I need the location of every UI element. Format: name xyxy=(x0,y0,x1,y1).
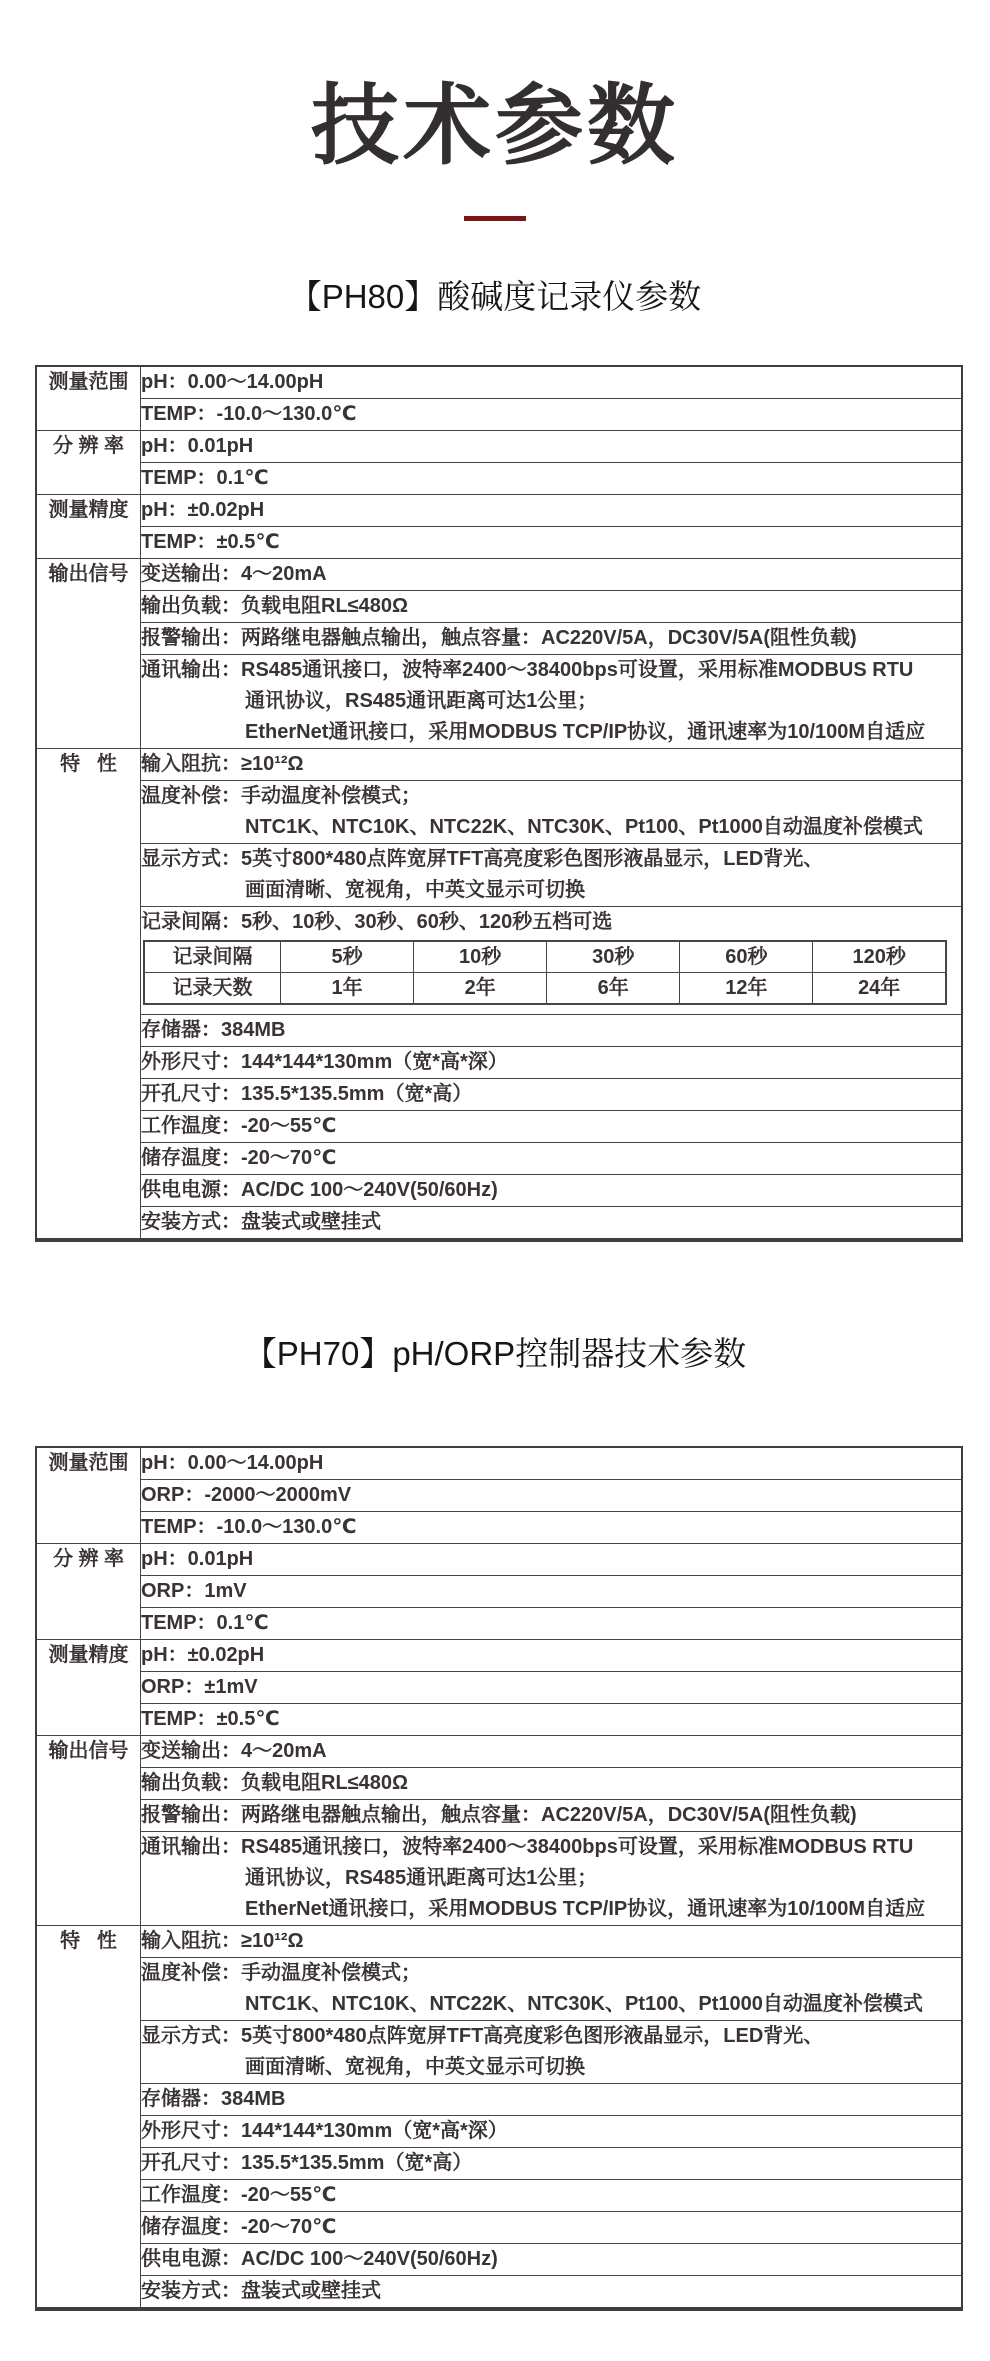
spec-line: 通讯协议，RS485通讯距离可达1公里； xyxy=(245,690,598,712)
spec-value-cell xyxy=(141,1544,963,1576)
spec-row xyxy=(36,844,962,907)
spec-value-cell xyxy=(141,2021,963,2084)
spec-value-cell xyxy=(141,1512,963,1544)
subtable-cell: 24年 xyxy=(813,973,946,1005)
spec-line: TEMP：0.1℃ xyxy=(141,1612,269,1634)
spec-row xyxy=(36,2212,962,2244)
spec-table-ph80 xyxy=(35,365,963,1242)
spec-line: 报警输出：两路继电器触点输出，触点容量：AC220V/5A，DC30V/5A(阻性负载) xyxy=(141,627,857,649)
subtable-cell: 5秒 xyxy=(281,941,414,973)
spec-row xyxy=(36,655,962,749)
spec-value-cell xyxy=(141,1640,963,1672)
subtable-cell: 10秒 xyxy=(414,941,547,973)
spec-value-cell xyxy=(141,1079,963,1111)
spec-value-cell xyxy=(141,527,963,559)
spec-value-cell xyxy=(141,2180,963,2212)
subtable-cell: 30秒 xyxy=(547,941,680,973)
page-title: 技术参数 xyxy=(310,76,679,175)
spec-value-cell xyxy=(141,1608,963,1640)
spec-value-cell xyxy=(141,1958,963,2021)
spec-line: 外形尺寸：144*144*130mm（宽*高*深） xyxy=(141,1051,508,1073)
spec-value-cell xyxy=(141,591,963,623)
spec-value-cell xyxy=(141,2084,963,2116)
spec-value-cell xyxy=(141,1800,963,1832)
spec-line: 温度补偿：手动温度补偿模式； xyxy=(141,785,421,807)
spec-line: 通讯输出：RS485通讯接口，波特率2400～38400bps可设置，采用标准MODBUS RTU xyxy=(141,1836,914,1858)
spec-row xyxy=(36,431,962,463)
spec-row xyxy=(36,1926,962,1958)
spec-row xyxy=(36,366,962,399)
spec-line: TEMP：0.1℃ xyxy=(141,467,269,489)
spec-line: ORP：-2000～2000mV xyxy=(141,1484,352,1506)
spec-line: 记录间隔：5秒、10秒、30秒、60秒、120秒五档可选 xyxy=(141,911,613,933)
spec-row xyxy=(36,399,962,431)
spec-table-ph70 xyxy=(35,1446,963,2311)
spec-line: 输出负载：负载电阻RL≤480Ω xyxy=(141,595,409,617)
spec-row xyxy=(36,1047,962,1079)
spec-line: TEMP：±0.5℃ xyxy=(141,1708,280,1730)
spec-line: 输入阻抗：≥10¹²Ω xyxy=(141,753,304,775)
spec-row xyxy=(36,527,962,559)
spec-line: EtherNet通讯接口，采用MODBUS TCP/IP协议，通讯速率为10/100M自适应 xyxy=(245,1898,926,1920)
spec-value-cell xyxy=(141,1207,963,1241)
subtable-row xyxy=(144,941,946,973)
spec-value-cell xyxy=(141,1576,963,1608)
spec-row xyxy=(36,1175,962,1207)
spec-value-cell xyxy=(141,559,963,591)
subtable-cell: 60秒 xyxy=(680,941,813,973)
record-interval-subtable xyxy=(143,940,947,1005)
spec-value-cell xyxy=(141,655,963,749)
spec-row xyxy=(36,623,962,655)
spec-line: 输入阻抗：≥10¹²Ω xyxy=(141,1930,304,1952)
spec-value-cell xyxy=(141,1480,963,1512)
spec-value-cell xyxy=(141,1672,963,1704)
spec-row xyxy=(36,1143,962,1175)
spec-line: NTC1K、NTC10K、NTC22K、NTC30K、Pt100、Pt1000自动温度补偿模式 xyxy=(245,816,923,838)
spec-row xyxy=(36,2244,962,2276)
spec-value-cell xyxy=(141,1111,963,1143)
spec-row xyxy=(36,1207,962,1241)
spec-row xyxy=(36,1079,962,1111)
spec-line: pH：0.01pH xyxy=(141,435,254,457)
spec-line: 存储器：384MB xyxy=(141,2088,286,2110)
spec-value-cell xyxy=(141,1832,963,1926)
section-heading-ph80: 【PH80】酸碱度记录仪参数 xyxy=(288,278,702,315)
spec-line: 外形尺寸：144*144*130mm（宽*高*深） xyxy=(141,2120,508,2142)
spec-label-cell: 输出信号 xyxy=(36,1736,141,1926)
spec-value-cell xyxy=(141,1175,963,1207)
spec-row xyxy=(36,1736,962,1768)
spec-line: TEMP：-10.0～130.0℃ xyxy=(141,1516,357,1538)
spec-line: 储存温度：-20～70℃ xyxy=(141,1147,337,1169)
spec-row xyxy=(36,591,962,623)
spec-label-cell: 分 辨 率 xyxy=(36,431,141,495)
spec-line: 开孔尺寸：135.5*135.5mm（宽*高） xyxy=(141,2152,473,2174)
spec-line: 存储器：384MB xyxy=(141,1019,286,1041)
subtable-label: 记录间隔 xyxy=(144,941,281,973)
spec-line: 报警输出：两路继电器触点输出，触点容量：AC220V/5A，DC30V/5A(阻性负载) xyxy=(141,1804,857,1826)
section-heading-ph70: 【PH70】pH/ORP控制器技术参数 xyxy=(243,1335,747,1372)
spec-label-cell: 特 性 xyxy=(36,1926,141,2310)
spec-value-cell xyxy=(141,495,963,527)
subtable-cell: 2年 xyxy=(414,973,547,1005)
spec-line: 输出负载：负载电阻RL≤480Ω xyxy=(141,1772,409,1794)
spec-value-cell xyxy=(141,781,963,844)
spec-line: 工作温度：-20～55℃ xyxy=(141,2184,337,2206)
spec-label-cell: 测量范围 xyxy=(36,366,141,431)
spec-line: pH：0.00～14.00pH xyxy=(141,371,324,393)
spec-row xyxy=(36,1015,962,1047)
spec-row xyxy=(36,1800,962,1832)
spec-line: 安装方式：盘装式或壁挂式 xyxy=(141,2280,381,2302)
spec-value-cell xyxy=(141,1143,963,1175)
spec-line: NTC1K、NTC10K、NTC22K、NTC30K、Pt100、Pt1000自动温度补偿模式 xyxy=(245,1993,923,2015)
spec-row xyxy=(36,1958,962,2021)
subtable-cell: 120秒 xyxy=(813,941,946,973)
spec-label-cell: 测量范围 xyxy=(36,1447,141,1544)
spec-value-cell xyxy=(141,2212,963,2244)
spec-line: TEMP：-10.0～130.0℃ xyxy=(141,403,357,425)
subtable-label: 记录天数 xyxy=(144,973,281,1005)
spec-value-cell xyxy=(141,399,963,431)
spec-line: ORP：1mV xyxy=(141,1580,247,1602)
spec-label-cell: 分 辨 率 xyxy=(36,1544,141,1640)
spec-line: 安装方式：盘装式或壁挂式 xyxy=(141,1211,381,1233)
spec-value-cell xyxy=(141,907,963,1015)
spec-row xyxy=(36,1447,962,1480)
spec-row xyxy=(36,1512,962,1544)
spec-value-cell xyxy=(141,1736,963,1768)
spec-label-cell: 特 性 xyxy=(36,749,141,1241)
spec-value-cell xyxy=(141,1926,963,1958)
spec-value-cell xyxy=(141,844,963,907)
spec-line: 储存温度：-20～70℃ xyxy=(141,2216,337,2238)
spec-line: 画面清晰、宽视角，中英文显示可切换 xyxy=(245,2056,585,2078)
spec-line: 画面清晰、宽视角，中英文显示可切换 xyxy=(245,879,585,901)
spec-value-cell xyxy=(141,1047,963,1079)
spec-row xyxy=(36,559,962,591)
spec-line: TEMP：±0.5℃ xyxy=(141,531,280,553)
spec-row xyxy=(36,495,962,527)
spec-row xyxy=(36,1608,962,1640)
section-ph70 xyxy=(0,1330,990,2311)
spec-row xyxy=(36,907,962,1015)
spec-line: 供电电源：AC/DC 100～240V(50/60Hz) xyxy=(141,2248,498,2270)
title-underline xyxy=(464,216,526,221)
spec-row xyxy=(36,1672,962,1704)
spec-line: pH：0.00～14.00pH xyxy=(141,1452,324,1474)
spec-row xyxy=(36,1768,962,1800)
subtable-cell: 12年 xyxy=(680,973,813,1005)
spec-row xyxy=(36,1640,962,1672)
spec-row xyxy=(36,2084,962,2116)
spec-row xyxy=(36,1576,962,1608)
spec-row xyxy=(36,1704,962,1736)
spec-line: pH：0.01pH xyxy=(141,1548,254,1570)
spec-row xyxy=(36,463,962,495)
spec-line: pH：±0.02pH xyxy=(141,1644,265,1666)
spec-row xyxy=(36,1544,962,1576)
spec-line: 供电电源：AC/DC 100～240V(50/60Hz) xyxy=(141,1179,498,1201)
spec-row xyxy=(36,2276,962,2310)
spec-value-cell xyxy=(141,1768,963,1800)
spec-value-cell xyxy=(141,1704,963,1736)
spec-row xyxy=(36,2021,962,2084)
spec-line: EtherNet通讯接口，采用MODBUS TCP/IP协议，通讯速率为10/100M自适应 xyxy=(245,721,926,743)
subtable-row xyxy=(144,973,946,1005)
section-ph80 xyxy=(0,273,990,1242)
spec-line: 温度补偿：手动温度补偿模式； xyxy=(141,1962,421,1984)
spec-value-cell xyxy=(141,463,963,495)
spec-label-cell: 输出信号 xyxy=(36,559,141,749)
spec-label-cell: 测量精度 xyxy=(36,495,141,559)
spec-line: 显示方式：5英寸800*480点阵宽屏TFT高亮度彩色图形液晶显示，LED背光、 xyxy=(141,2025,824,2047)
spec-value-cell xyxy=(141,1447,963,1480)
spec-line: 变送输出：4～20mA xyxy=(141,563,327,585)
spec-line: 变送输出：4～20mA xyxy=(141,1740,327,1762)
spec-value-cell xyxy=(141,749,963,781)
spec-row xyxy=(36,781,962,844)
spec-value-cell xyxy=(141,2244,963,2276)
spec-value-cell xyxy=(141,2276,963,2310)
spec-value-cell xyxy=(141,366,963,399)
spec-value-cell xyxy=(141,2116,963,2148)
page xyxy=(0,62,990,2311)
spec-value-cell xyxy=(141,1015,963,1047)
spec-value-cell xyxy=(141,623,963,655)
spec-line: ORP：±1mV xyxy=(141,1676,258,1698)
spec-line: 通讯协议，RS485通讯距离可达1公里； xyxy=(245,1867,598,1889)
subtable-cell: 1年 xyxy=(281,973,414,1005)
spec-row xyxy=(36,749,962,781)
spec-label-cell: 测量精度 xyxy=(36,1640,141,1736)
spec-row xyxy=(36,1832,962,1926)
spec-line: 工作温度：-20～55℃ xyxy=(141,1115,337,1137)
spec-value-cell xyxy=(141,2148,963,2180)
spec-row xyxy=(36,2180,962,2212)
spec-row xyxy=(36,1480,962,1512)
spec-line: 通讯输出：RS485通讯接口，波特率2400～38400bps可设置，采用标准MODBUS RTU xyxy=(141,659,914,681)
spec-line: pH：±0.02pH xyxy=(141,499,265,521)
spec-row xyxy=(36,2148,962,2180)
spec-value-cell xyxy=(141,431,963,463)
spec-row xyxy=(36,2116,962,2148)
subtable-cell: 6年 xyxy=(547,973,680,1005)
spec-line: 显示方式：5英寸800*480点阵宽屏TFT高亮度彩色图形液晶显示，LED背光、 xyxy=(141,848,824,870)
spec-line: 开孔尺寸：135.5*135.5mm（宽*高） xyxy=(141,1083,473,1105)
spec-row xyxy=(36,1111,962,1143)
